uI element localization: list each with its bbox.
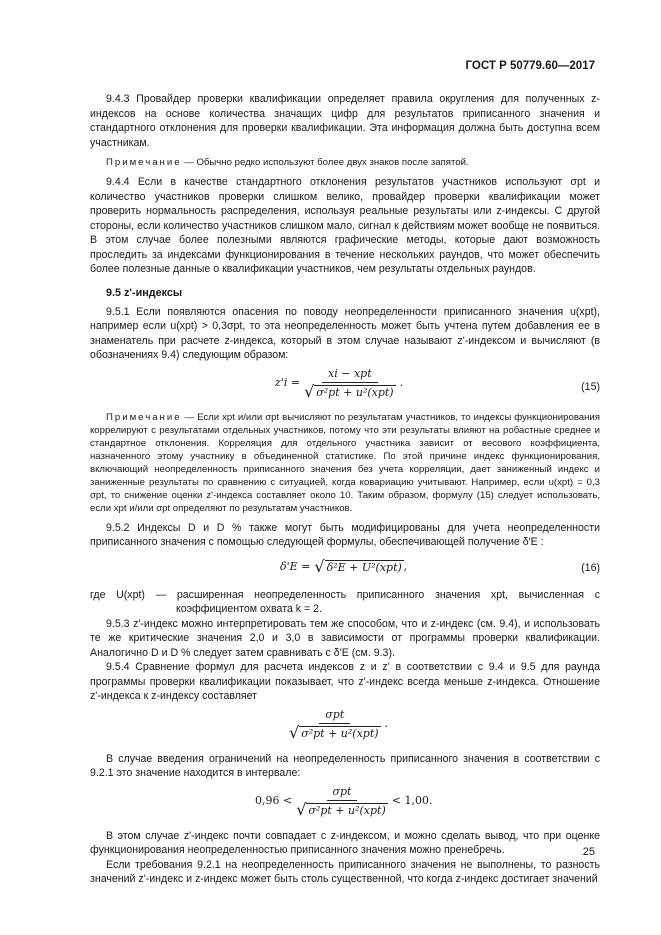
paragraph-negligible: В этом случае z'-индекс почти совпадает с z-индексом, и можно сделать вывод, что при оценке функционирования неопределенностью приписанного значения можно пренебречь. [90,829,600,856]
paragraph-9-5-4: 9.5.4 Сравнение формул для расчета индексов z и z' в соответствии с 9.4 и 9.5 для раунда программы проверки квалификации показывает, что z'-индекс всегда меньше z-индекса. Отношение z'-индекса к z-индексу составляет [90,661,600,702]
equation-number-16: (16) [581,561,600,574]
paragraph-9-5-2: 9.5.2 Индексы D и D % также могут быть модифицированы для учета неопределенности приписанного значения с помощью следующей формулы, обеспечивающей получение δ'E : [90,521,600,548]
document-header: ГОСТ Р 50779.60—2017 [465,60,595,72]
paragraph-9-5-3: 9.5.3 z'-индекс можно интерпретировать тем же способом, что и z-индекс (см. 9.4), и использовать те же критические значения 2,0 и 3,0 в зависимости от программы проверки квалификации. Аналогично D и D % следует затем сравнивать с δ'E (см. 9.3). [90,617,600,659]
interval-right: < 1,00. [391,794,433,807]
note-rounding [90,156,600,169]
interval-left: 0,96 < [255,794,293,807]
ratio-expression: σpt √ σ²pt + u²(xpt) . [289,707,389,742]
note-correlation [90,411,600,515]
paragraph-interval-intro: В случае введения ограничений на неопределенность приписанного значения в соответствии с 9.2.1 это значение находится в интервале: [90,752,600,779]
eq15-denominator: σ²pt + u²(xpt) [316,385,394,399]
note-label: Примечание [106,157,182,168]
interval-denominator: σ²pt + u²(xpt) [308,803,386,817]
interval-expression: 0,96 < σpt √ σ²pt + u²(xpt) < 1,00. [255,784,433,819]
eq15-numerator: xi − xpt [322,367,378,383]
eq15-lhs: z'i = [275,376,301,389]
paragraph-requirements: Если требования 9.2.1 на неопределенность приписанного значения не выполнены, то разность значений z'-индекс и z-индекс может быть столь существенной, что когда z-индекс достигает значений [90,858,600,885]
paragraph-9-4-3: 9.4.3 Провайдер проверки квалификации определяет правила округления для полученных z-индексов на основе количества значащих цифр для результатов приписанного значения и стандартного отклонения для проверки квалификации. Эта информация должна быть доступна всем участникам. [90,93,600,149]
note-text: — Если xpt и/или σpt вычисляют по результатам участников, то индексы функционирования коррелируют с результатами отдельных участников, потому что эти результаты влияют на робастные среднее и стандартное отклонения. Корреляция для отдельного участника зависит от весового коэффициента, назначенного этому участнику в объединенной статистике. По этой причине индекс функционирования, включающий неопределенность приписанного значения без учета корреляции, дает заниженный индекс и заниженные результаты по сравнению с ситуацией, когда ковариацию учитывают. Например, если u(xpt) = 0,3 σpt, то снижение оценки z'-индекса составляет около 10. Таким образом, формулу (15) следует использовать, если xpt и/или σpt определяют по результатам участников. [90,411,600,514]
paragraph-9-5-1: 9.5.1 Если появляются опасения по поводу неопределенности приписанного значения u(xpt), например если u(xpt) > 0,3σpt, то эта неопределенность может быть учтена путем добавления ее в знаменатель при расчете z-индекса, который в этом случае называют z'-индексом и вычисляют (в обозначениях 9.4) следующим образом: [90,305,600,361]
paragraph-9-4-4: 9.4.4 Если в качестве стандартного отклонения результатов участников используют σpt и количество участников проверки слишком велико, провайдер проверки квалификации может проверить нормальность распределения, используя реальные результаты или z-индексы. С другой стороны, если количество участников слишком мало, сигнал к действиям может вообще не появиться. В этом случае более полезными являются графические методы, которые дают возможность проследить за индексами функционирования в течение нескольких раундов, что может обеспечить более полезные данные о квалификации участников, чем результаты отдельных раундов. [90,176,600,275]
interval-numerator: σpt [327,785,358,801]
equation-15: z'i = xi − xpt √ σ²pt + u²(xpt) . (15) [275,366,600,401]
note-text: — Обычно редко используют более двух знаков после запятой. [181,157,469,168]
page-body [90,92,600,887]
eq16-tail: , [403,560,408,573]
eq16-radicand: δ²E + U²(xpt) [326,560,402,574]
page-number: 25 [582,846,595,858]
section-heading-9-5: 9.5 z'-индексы [106,286,183,299]
ratio-tail: . [384,717,389,730]
eq15-tail: . [399,376,404,389]
ratio-denominator: σ²pt + u²(xpt) [301,726,379,740]
equation-number-15: (15) [581,380,600,393]
ratio-numerator: σpt [319,708,350,724]
eq16-lhs: δ'E = [280,560,311,573]
note-label: Примечание [106,411,182,423]
equation-16: δ'E = √ δ²E + U²(xpt) , (16) [280,556,600,576]
where-clause: где U(xpt) — расширенная неопределенность приписанного значения xpt, вычисленная с коэффициентом охвата k = 2. [90,588,600,615]
